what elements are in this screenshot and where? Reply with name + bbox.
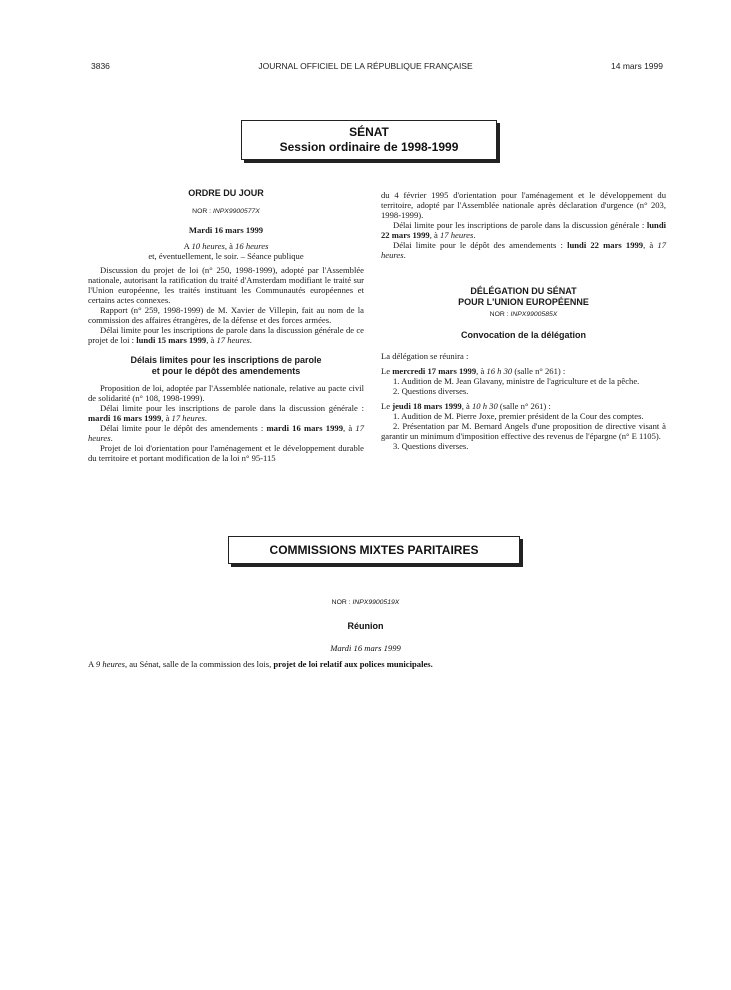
- cmp-title: COMMISSIONS MIXTES PARITAIRES: [269, 543, 479, 557]
- paragraph: Proposition de loi, adoptée par l'Assemblée nationale, relative au pacte civil de solidarité (n° 108, 1998-1999).: [88, 383, 364, 403]
- cmp-title-box: [228, 536, 520, 564]
- journal-title: JOURNAL OFFICIEL DE LA RÉPUBLIQUE FRANÇAISE: [258, 61, 473, 71]
- nor-reference: NOR : INPX9900519X: [331, 599, 400, 606]
- agenda-item: 1. Audition de M. Jean Glavany, ministre de l'agriculture et de la pêche.: [393, 376, 640, 386]
- senat-title-box: [241, 120, 497, 160]
- paragraph: Rapport (n° 259, 1998-1999) de M. Xavier de Villepin, fait au nom de la commission des affaires étrangères, de la défense et des forces armées.: [88, 305, 364, 325]
- agenda-item: 2. Questions diverses.: [393, 386, 469, 396]
- paragraph: Délai limite pour le dépôt des amendements : mardi 16 mars 1999, à 17 heures.: [88, 423, 364, 443]
- paragraph: Discussion du projet de loi (n° 250, 1998-1999), adopté par l'Assemblée nationale, autorisant la ratification du traité d'Amsterdam modifiant le traité sur l'Union européenne, les traités instituant les Communautés européennes et certains actes connexes.: [88, 265, 364, 305]
- session-note: et, éventuellement, le soir. – Séance publique: [148, 251, 304, 261]
- nor-reference: NOR : INPX9900585X: [489, 311, 558, 318]
- delegation-title: DÉLÉGATION DU SÉNAT POUR L'UNION EUROPÉENNE: [458, 286, 589, 307]
- agenda-item: 1. Audition de M. Pierre Joxe, premier président de la Cour des comptes.: [393, 411, 644, 421]
- meeting-line: Le mercredi 17 mars 1999, à 16 h 30 (salle n° 261) :: [381, 366, 566, 376]
- header-date: 14 mars 1999: [611, 61, 663, 71]
- reunion-heading: Réunion: [347, 621, 384, 631]
- senat-title: SÉNAT: [349, 125, 389, 139]
- paragraph: Délai limite pour les inscriptions de parole dans la discussion générale : mardi 16 mars 1999, à 17 heures.: [88, 403, 364, 423]
- paragraph: Délai limite pour les inscriptions de parole dans la discussion générale de ce projet de loi : lundi 15 mars 1999, à 17 heures.: [88, 325, 364, 345]
- right-column: [381, 190, 666, 451]
- reunion-line: A 9 heures, au Sénat, salle de la commission des lois, projet de loi relatif aux polices municipales.: [88, 659, 433, 669]
- paragraph: Délai limite pour le dépôt des amendements : lundi 22 mars 1999, à 17 heures.: [381, 240, 666, 260]
- reunion-date: Mardi 16 mars 1999: [330, 643, 401, 653]
- meeting-line: Le jeudi 18 mars 1999, à 10 h 30 (salle n° 261) :: [381, 401, 551, 411]
- paragraph: du 4 février 1995 d'orientation pour l'aménagement et le développement du territoire, adopté par l'Assemblée nationale après déclaration d'urgence (n° 203, 1998-1999).: [381, 190, 666, 220]
- date-heading: Mardi 16 mars 1999: [188, 225, 264, 235]
- paragraph: La délégation se réunira :: [381, 351, 469, 361]
- ordre-du-jour-title: ORDRE DU JOUR: [188, 188, 264, 198]
- agenda-item: 3. Questions diverses.: [393, 441, 469, 451]
- session-title: Session ordinaire de 1998-1999: [279, 140, 459, 154]
- subheading: Délais limites pour les inscriptions de parole et pour le dépôt des amendements: [130, 355, 322, 376]
- session-time: A 10 heures, à 16 heures: [183, 241, 269, 251]
- agenda-item: 2. Présentation par M. Bernard Angels d'une proposition de directive visant à garantir un minimum d'imposition effective des revenus de l'épargne (n° E 1105).: [381, 421, 666, 441]
- page-number: 3836: [91, 61, 110, 71]
- left-column: [88, 188, 364, 463]
- nor-reference: NOR : INPX9900577X: [192, 208, 260, 215]
- paragraph: Projet de loi d'orientation pour l'aménagement et le développement durable du territoire et portant modification de la loi n° 95-115: [88, 443, 364, 463]
- convocation-subtitle: Convocation de la délégation: [460, 330, 586, 340]
- paragraph: Délai limite pour les inscriptions de parole dans la discussion générale : lundi 22 mars 1999, à 17 heures.: [381, 220, 666, 240]
